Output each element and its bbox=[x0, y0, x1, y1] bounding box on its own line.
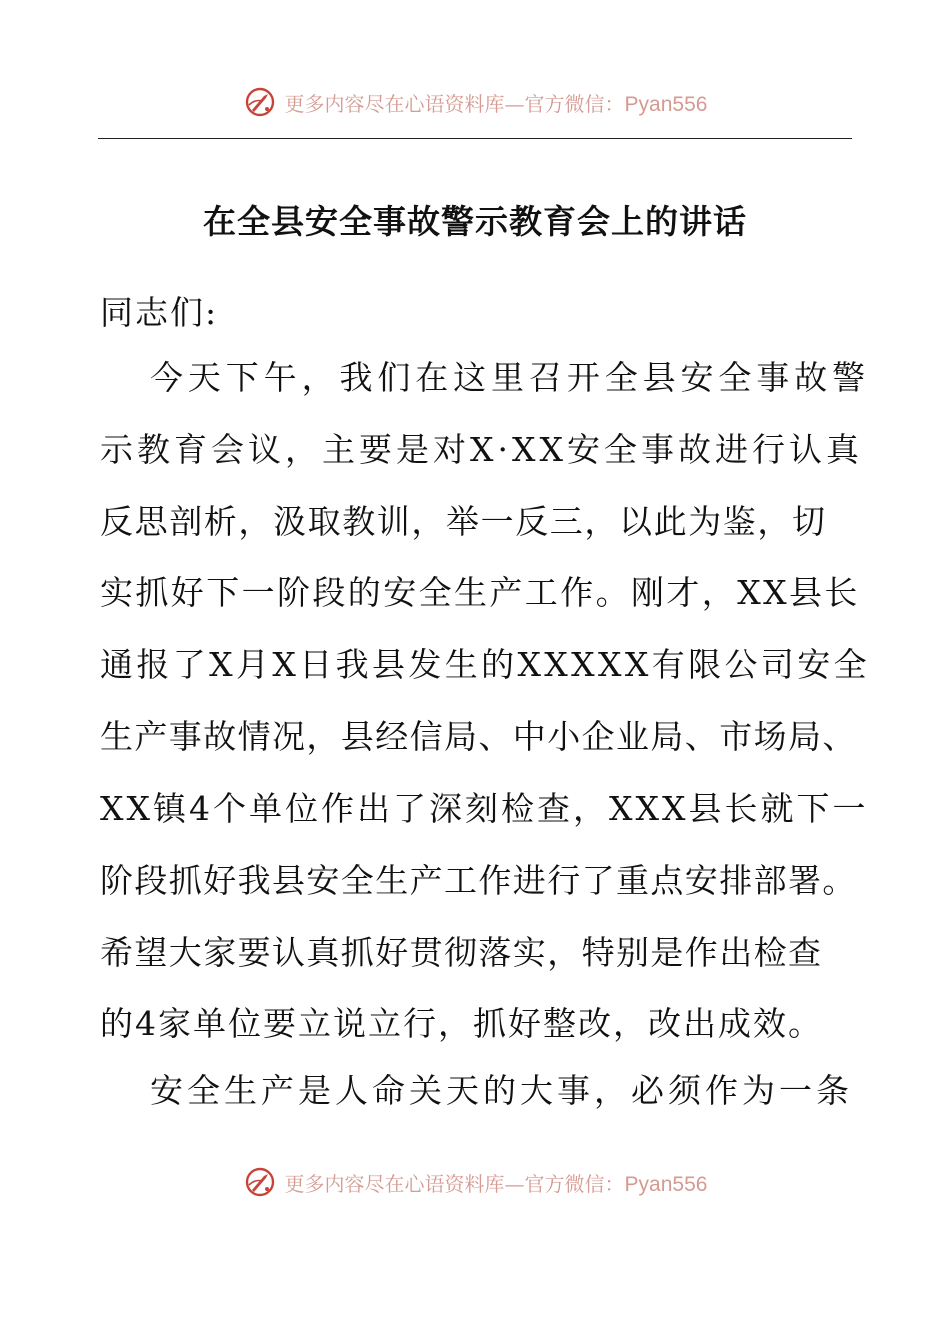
body-line: 今天下午，我们在这里召开全县安全事故警 bbox=[150, 358, 870, 397]
body-line: 希望大家要认真抓好贯彻落实，特别是作出检查 bbox=[100, 933, 823, 972]
salutation: 同志们: bbox=[100, 293, 219, 332]
body-line: 实抓好下一阶段的安全生产工作。刚才，XX县长 bbox=[100, 573, 860, 612]
body-line: 通报了X月X日我县发生的XXXXX有限公司安全 bbox=[100, 645, 870, 684]
body-line: 安全生产是人命关天的大事，必须作为一条 bbox=[150, 1071, 853, 1110]
body-line: 生产事故情况，县经信局、中小企业局、市场局、 bbox=[100, 717, 857, 756]
body-line: 的4家单位要立说立行，抓好整改，改出成效。 bbox=[100, 1004, 823, 1043]
body-line: 反思剖析，汲取教训，举一反三，以此为鉴，切 bbox=[100, 502, 827, 541]
header-watermark bbox=[0, 82, 950, 122]
pen-nib-logo-icon bbox=[243, 85, 277, 119]
watermark-text: 更多内容尽在心语资料库—官方微信：Pyan556 bbox=[284, 1171, 708, 1196]
body-line: 示教育会议，主要是对X·XX安全事故进行认真 bbox=[100, 430, 863, 469]
body-line: XX镇4个单位作出了深刻检查，XXX县长就下一 bbox=[100, 789, 869, 828]
body-line: 阶段抓好我县安全生产工作进行了重点安排部署。 bbox=[100, 861, 857, 900]
watermark-text: 更多内容尽在心语资料库—官方微信：Pyan556 bbox=[284, 91, 708, 116]
header-divider bbox=[98, 138, 852, 139]
document-title: 在全县安全事故警示教育会上的讲话 bbox=[203, 202, 747, 241]
pen-nib-logo-icon bbox=[243, 1165, 277, 1199]
footer-watermark bbox=[0, 1162, 950, 1202]
